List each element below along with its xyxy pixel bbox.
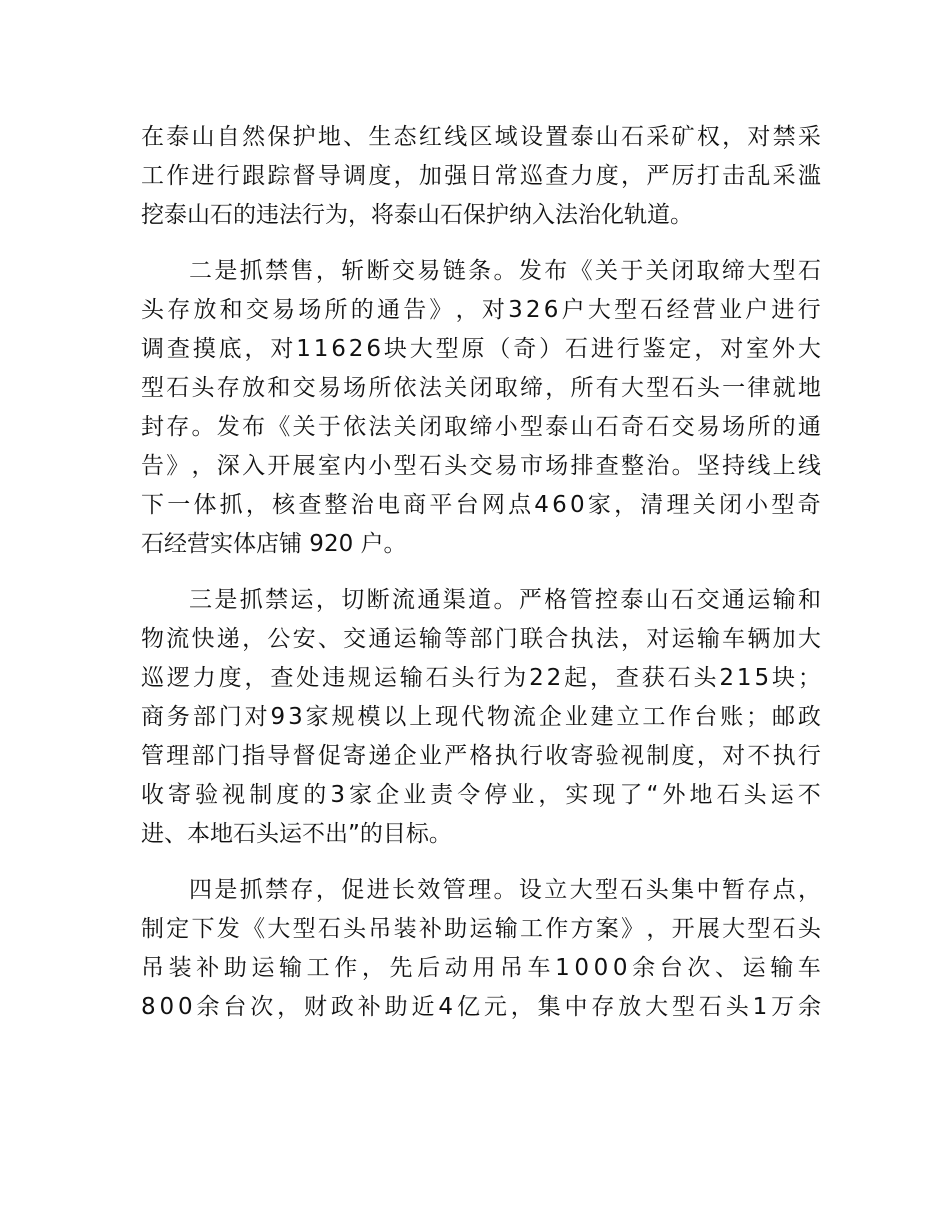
document-body — [141, 118, 821, 1027]
text-line-content: 调 查 摸 底 ， 对 1 1 6 2 6 块 大 型 原 （ 奇 ） 石 进 行 鉴 定 ， 对 室 外 大 — [141, 336, 821, 362]
text-line — [141, 291, 821, 330]
text-line — [141, 698, 821, 737]
text-line — [141, 910, 821, 949]
text-line-content: 四 是 抓 禁 存 ， 促 进 长 效 管 理 。 设 立 大 型 石 头 集 中 暂 存 点 ， — [189, 877, 821, 903]
text-line — [141, 369, 821, 408]
paragraph-4 — [141, 871, 821, 1027]
text-line — [141, 871, 821, 910]
text-line-content: 吊 装 补 助 运 输 工 作 ， 先 后 动 用 吊 车 1 0 0 0 余 台 次 、 运 输 车 — [141, 955, 821, 981]
text-line — [141, 408, 821, 447]
text-line-content: 挖泰山石的违法行为，将泰山石保护纳入法治化轨道。 — [141, 202, 693, 228]
text-line — [141, 949, 821, 988]
text-line — [141, 157, 821, 196]
text-line — [141, 988, 821, 1027]
text-line-content: 三 是 抓 禁 运 ， 切 断 流 通 渠 道 。 严 格 管 控 泰 山 石 交 通 运 输 和 — [189, 587, 821, 613]
text-line-content: 管 理 部 门 指 导 督 促 寄 递 企 业 严 格 执 行 收 寄 验 视 制 度 ， 对 不 执 行 — [141, 743, 821, 769]
text-line-content: 工 作 进 行 跟 踪 督 导 调 度 ， 加 强 日 常 巡 查 力 度 ， 严 厉 打 击 乱 采 滥 — [141, 163, 821, 189]
text-line — [141, 447, 821, 486]
text-line-content: 8 0 0 余 台 次 ， 财 政 补 助 近 4 亿 元 ， 集 中 存 放 大 型 石 头 1 万 余 — [141, 994, 821, 1020]
text-line-content: 巡 逻 力 度 ， 查 处 违 规 运 输 石 头 行 为 2 2 起 ， 查 获 石 头 2 1 5 块 ； — [141, 665, 821, 691]
text-line — [141, 330, 821, 369]
paragraph-1 — [141, 118, 821, 235]
text-line-content: 头 存 放 和 交 易 场 所 的 通 告 》 ， 对 3 2 6 户 大 型 石 经 营 业 户 进 行 — [141, 297, 821, 323]
text-line — [141, 525, 821, 564]
text-line — [141, 486, 821, 525]
paragraph-3 — [141, 581, 821, 854]
text-line — [141, 581, 821, 620]
text-line-content: 物 流 快 递 ， 公 安 、 交 通 运 输 等 部 门 联 合 执 法 ， 对 运 输 车 辆 加 大 — [141, 626, 821, 652]
text-line-content: 型 石 头 存 放 和 交 易 场 所 依 法 关 闭 取 缔 ， 所 有 大 型 石 头 一 律 就 地 — [141, 375, 821, 401]
text-line-content: 商 务 部 门 对 9 3 家 规 模 以 上 现 代 物 流 企 业 建 立 工 作 台 账 ； 邮 政 — [141, 704, 821, 730]
text-line-content: 告 》 ， 深 入 开 展 室 内 小 型 石 头 交 易 市 场 排 查 整 治 。 坚 持 线 上 线 — [141, 453, 821, 479]
text-line — [141, 118, 821, 157]
text-line — [141, 659, 821, 698]
text-line — [141, 776, 821, 815]
text-line — [141, 737, 821, 776]
text-line-content: 收 寄 验 视 制 度 的 3 家 企 业 责 令 停 业 ， 实 现 了 “ 外 地 石 头 运 不 — [141, 782, 821, 808]
text-line — [141, 620, 821, 659]
text-line-content: 封 存 。 发 布 《 关 于 依 法 关 闭 取 缔 小 型 泰 山 石 奇 石 交 易 场 所 的 通 — [141, 414, 821, 440]
text-line-content: 在 泰 山 自 然 保 护 地 、 生 态 红 线 区 域 设 置 泰 山 石 采 矿 权 ， 对 禁 采 — [141, 124, 821, 150]
text-line — [141, 252, 821, 291]
text-line — [141, 815, 821, 854]
text-line-content: 制 定 下 发 《 大 型 石 头 吊 装 补 助 运 输 工 作 方 案 》 ， 开 展 大 型 石 头 — [141, 916, 821, 942]
text-line-content: 石经营实体店铺 920 户。 — [141, 531, 407, 557]
text-line-content: 下 一 体 抓 ， 核 查 整 治 电 商 平 台 网 点 4 6 0 家 ， 清 理 关 闭 小 型 奇 — [141, 492, 821, 518]
paragraph-2 — [141, 252, 821, 564]
text-line — [141, 196, 821, 235]
text-line-content: 二 是 抓 禁 售 ， 斩 断 交 易 链 条 。 发 布 《 关 于 关 闭 取 缔 大 型 石 — [189, 258, 821, 284]
text-line-content: 进、本地石头运不出”的目标。 — [141, 821, 452, 847]
